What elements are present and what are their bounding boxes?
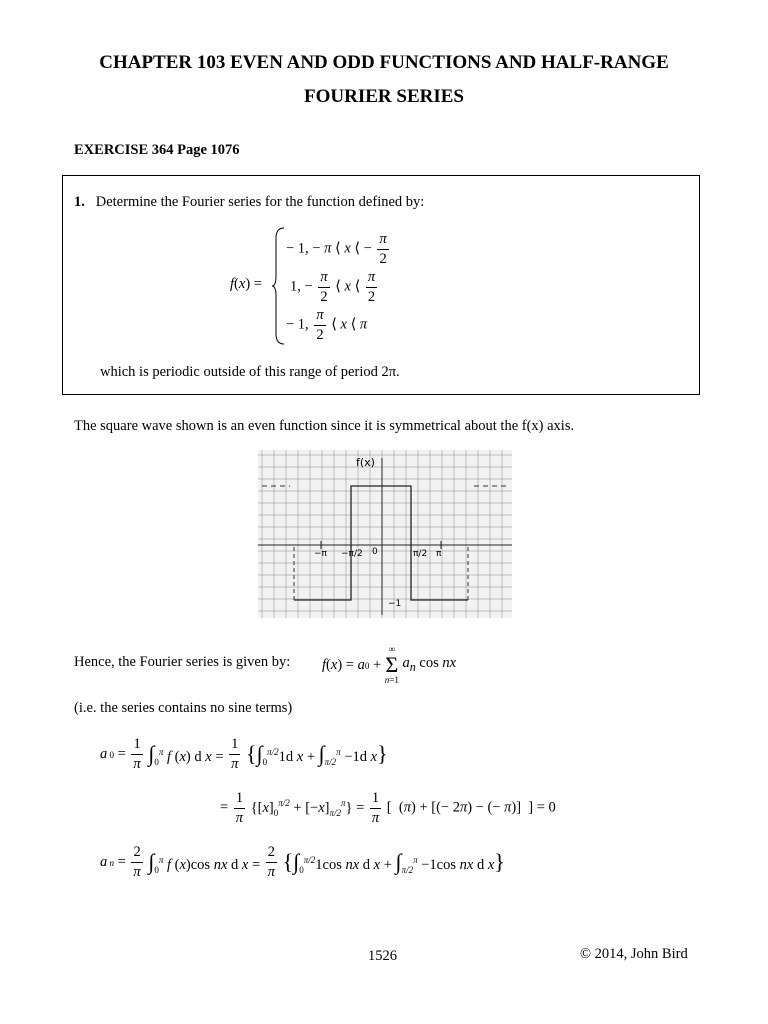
low-level-label: −1 [388,599,402,609]
an-equation: a n = $\frac{2}{\pi}$ $\int_0^\pi$ f (x)cos nx d x = $\frac{2}{\pi}$ {$\int_0^{\pi/2}1\cos$ nx d $x + \int_{\pi/2}^\pi -1\cos$ nx d x} [100,844,505,880]
fx-label: f(x) = [230,276,262,292]
a0-equation: a 0 = $\frac{1}{\pi}$ $\int_0^\pi$ f (x) d x = $\frac{1}{\pi}$ {$\int_0^{\pi/2}1d$ $x + \int_{\pi/2}^\pi -1d$ x} [100,736,388,772]
hence-text: Hence, the Fourier series is given by: [74,654,291,670]
fourier-series-formula: f(x) = a0 + ∞ Σ n=1 $a_n$ cos nx [322,644,457,685]
square-wave-graph [258,450,512,618]
tick-label-pi: π [436,549,442,559]
graph-origin-label: 0 [372,547,378,557]
problem-number: 1. [74,194,85,210]
case2-value: 1, [290,278,301,295]
chapter-title-line1: CHAPTER 103 EVEN AND ODD FUNCTIONS AND HALF-RANGE [99,52,669,73]
even-function-paragraph: The square wave shown is an even function since it is symmetrical about the f(x) axis. [74,418,575,434]
page-number: 1526 [368,948,397,964]
case-3: − 1, $\frac{\pi}{2}$ ⟨ x ⟨ π [286,307,368,343]
case3-value: − 1, [286,316,309,333]
problem-text: Determine the Fourier series for the function defined by: [95,194,425,210]
a0-evaluation: = $\frac{1}{\pi}$ $\{[x]_0^{\pi/2} + [-x]_{\pi/2}^\pi\}$ = $\frac{1}{\pi}$ [ (π) + [(− 2π) − (− π)] ] = 0 [220,790,556,826]
case1-value: − 1, [286,240,309,257]
copyright: © 2014, John Bird [580,946,688,962]
periodic-note: which is periodic outside of this range of period 2π. [100,364,400,380]
case-1: − 1, − π ⟨ x ⟨ − $\frac{\pi}{2}$ [286,231,387,267]
graph-y-label: f(x) [356,456,375,469]
no-sine-note: (i.e. the series contains no sine terms) [74,700,293,716]
exercise-heading: EXERCISE 364 Page 1076 [74,142,240,158]
piecewise-brace [272,226,286,346]
chapter-title-line2: FOURIER SERIES [304,86,464,107]
tick-label-minus-half-pi: −π/2 [341,549,363,559]
problem-statement [74,194,424,211]
tick-label-minus-pi: −π [314,549,327,559]
case-2: 1, − $\frac{\pi}{2}$ ⟨ x ⟨ $\frac{\pi}{2}$ [290,269,376,305]
tick-label-half-pi: π/2 [413,549,428,559]
